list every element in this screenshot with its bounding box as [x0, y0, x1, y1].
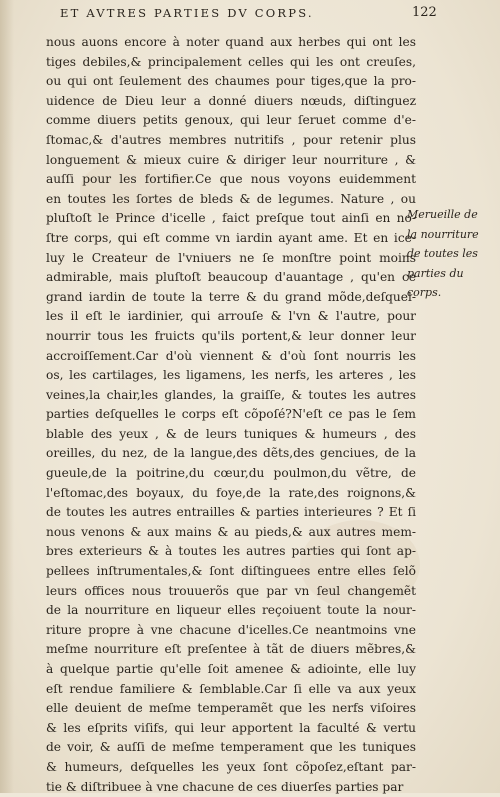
text-line: gueule,de la poitrine,du cœur,du poulmon,du vẽtre, de: [46, 466, 416, 481]
text-line: nous venons & aux mains & au pieds,& aux autres mem-: [46, 524, 416, 539]
text-line: l'eſtomac,des boyaux, du foye,de la rate,des roignons,&: [46, 485, 416, 500]
text-line: & les eſprits viſifs, qui leur apportent la faculté & vertu: [46, 720, 416, 735]
text-line: pluſtoſt le Prince d'icelle , faict preſque tout ainſi en no-: [46, 211, 416, 226]
margin-note: [407, 205, 499, 303]
text-line: blable des yeux , & de leurs tuniques & humeurs , des: [46, 426, 416, 441]
text-line: nourrir tous les fruicts qu'ils portent,& leur donner leur: [46, 328, 416, 343]
text-line: leurs offices nous trouuerõs que par vn ſeul changemẽt: [46, 583, 416, 598]
margin-note-line: parties du: [407, 266, 464, 280]
text-line: veines,la chair,les glandes, la graiſſe, & toutes les autres: [46, 387, 416, 402]
text-line: luy le Createur de l'vniuers ne ſe monſtre point moins: [46, 250, 416, 265]
text-line: meſme nourriture eſt preſentee à tãt de diuers mẽbres,&: [46, 642, 416, 657]
text-line: de toutes les autres entrailles & parties interieures ? Et ſi: [46, 505, 416, 520]
text-line: accroiſſement.Car d'où viennent & d'où ſont nourris les: [46, 348, 416, 363]
text-line: os, les cartilages, les ligamens, les nerfs, les arteres , les: [46, 368, 416, 383]
text-line: à quelque partie qu'elle ſoit amenee & adiointe, elle luy: [46, 662, 416, 676]
text-line: les il eſt le iardinier, qui arrouſe & l'vn & l'autre, pour: [46, 309, 416, 324]
text-line: ſtomac,& d'autres membres nutritifs , pour retenir plus: [46, 132, 416, 147]
body-text: [46, 33, 416, 797]
text-line: oreilles, du nez, de la langue,des dẽts,des genciues, de la: [46, 446, 416, 461]
margin-note-line: corps.: [407, 286, 442, 300]
text-line: de voir, & auſſi de meſme temperament que les tuniques: [46, 740, 416, 755]
margin-note-line: de toutes les: [407, 247, 478, 261]
text-line: & humeurs, deſquelles les yeux ſont cõpoſez,eſtant par-: [46, 759, 416, 774]
running-title: ET AVTRES PARTIES DV CORPS.: [60, 6, 314, 20]
text-line: uidence de Dieu leur a donné diuers nœuds, diſtinguez: [46, 93, 416, 108]
page-gutter-shadow: [0, 0, 14, 793]
text-line: pellees inſtrumentales,& ſont diſtinguees entre elles ſelõ: [46, 564, 416, 579]
text-line: tiges debiles,& principalement celles qui les ont creuſes,: [46, 54, 416, 69]
text-line: parties deſquelles le corps eſt cõpoſé?N'eſt ce pas le ſem: [46, 407, 416, 422]
text-line: riture propre à vne chacune d'icelles.Ce neantmoins vne: [46, 622, 416, 637]
text-line: nous auons encore à noter quand aux herbes qui ont les: [46, 35, 416, 49]
text-line: en toutes les ſortes de bleds & de legumes. Nature , ou: [46, 191, 416, 206]
margin-note-line: la nourriture: [407, 227, 479, 241]
text-line: comme diuers petits genoux, qui leur ſeruet comme d'e-: [46, 113, 416, 128]
text-line: ou qui ont ſeulement des chaumes pour tiges,que la pro-: [46, 74, 416, 89]
text-line: elle deuient de meſme temperamẽt que les nerfs viſoires: [46, 701, 416, 716]
text-line: grand iardin de toute la terre & du grand mõde,deſquel-: [46, 289, 416, 304]
text-line: de la nourriture en liqueur elles reçoiuent toute la nour-: [46, 603, 416, 618]
page-number: 122: [412, 5, 437, 20]
text-line: tie & diſtribuee à vne chacune de ces diuerſes parties par: [46, 779, 404, 794]
text-line: admirable, mais pluſtoſt beaucoup d'auantage , qu'en ce: [46, 270, 416, 285]
text-line: eſt rendue familiere & ſemblable.Car ſi elle va aux yeux: [46, 681, 416, 696]
text-line: ſtre corps, qui eſt comme vn iardin ayant ame. Et en ice-: [46, 230, 416, 245]
margin-note-line: Merueille de: [407, 208, 478, 221]
text-line: bres exterieurs & à toutes les autres parties qui ſont ap-: [46, 544, 416, 559]
text-line: auſſi pour les fortifier.Ce que nous voyons euidemment: [46, 172, 416, 187]
text-line: longuement & mieux cuire & diriger leur nourriture , &: [46, 152, 416, 167]
